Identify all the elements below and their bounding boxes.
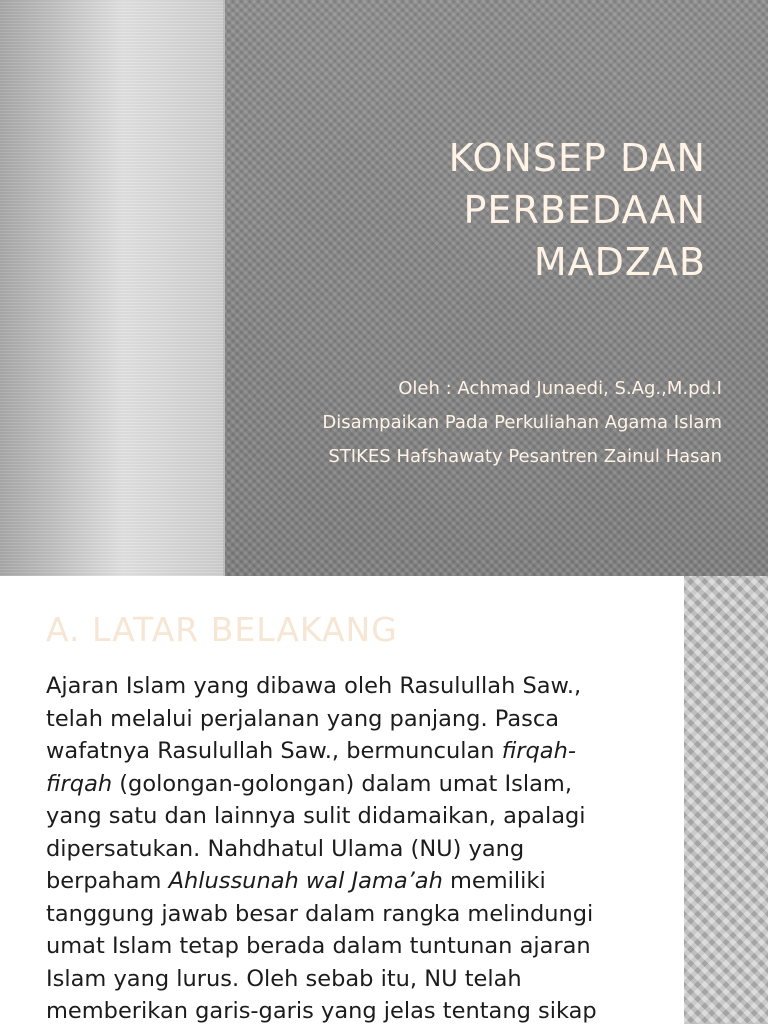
paragraph-line: tanggung jawab besar dalam rangka melindungi <box>46 900 594 927</box>
paragraph-line: wafatnya Rasulullah Saw., bermunculan firqah- <box>46 738 576 764</box>
content-slide <box>0 576 768 1024</box>
paragraph-line: Ajaran Islam yang dibawa oleh Rasulullah Saw., <box>46 673 582 699</box>
paragraph-line: berpaham Ahlussunah wal Jama’ah memiliki <box>46 868 546 894</box>
title-slide-left-panel <box>0 0 224 576</box>
title-slide-right-panel <box>224 0 768 576</box>
italic-term: Ahlussunah wal Jama’ah <box>168 868 443 894</box>
author-line: Oleh : Achmad Junaedi, S.Ag.,M.pd.I <box>398 378 722 399</box>
slide-title: KONSEP DAN PERBEDAAN MADZAB <box>448 136 706 284</box>
paragraph-line: firqah (golongan-golongan) dalam umat Islam, <box>46 770 573 797</box>
slide-subtitle <box>202 372 722 474</box>
paragraph-line: Islam yang lurus. Oleh sebab itu, NU telah <box>46 965 522 992</box>
italic-term: firqah <box>46 770 113 797</box>
italic-term: firqah- <box>501 738 576 764</box>
institution-line: STIKES Hafshawaty Pesantren Zainul Hasan <box>328 446 722 467</box>
paragraph-line: dipersatukan. Nahdhatul Ulama (NU) yang <box>46 835 525 862</box>
panel-divider <box>223 0 225 576</box>
paragraph-line: memberikan garis-garis yang jelas tentang sikap <box>46 998 597 1024</box>
paragraph-line: yang satu dan lainnya sulit didamaikan, apalagi <box>46 803 586 829</box>
body-paragraph <box>46 670 646 1024</box>
content-slide-pattern-strip <box>684 576 768 1024</box>
section-heading: A. LATAR BELAKANG <box>46 610 398 649</box>
paragraph-line: umat Islam tetap berada dalam tuntunan ajaran <box>46 933 591 959</box>
course-line: Disampaikan Pada Perkuliahan Agama Islam <box>322 412 722 433</box>
paragraph-line: telah melalui perjalanan yang panjang. Pasca <box>46 705 559 732</box>
